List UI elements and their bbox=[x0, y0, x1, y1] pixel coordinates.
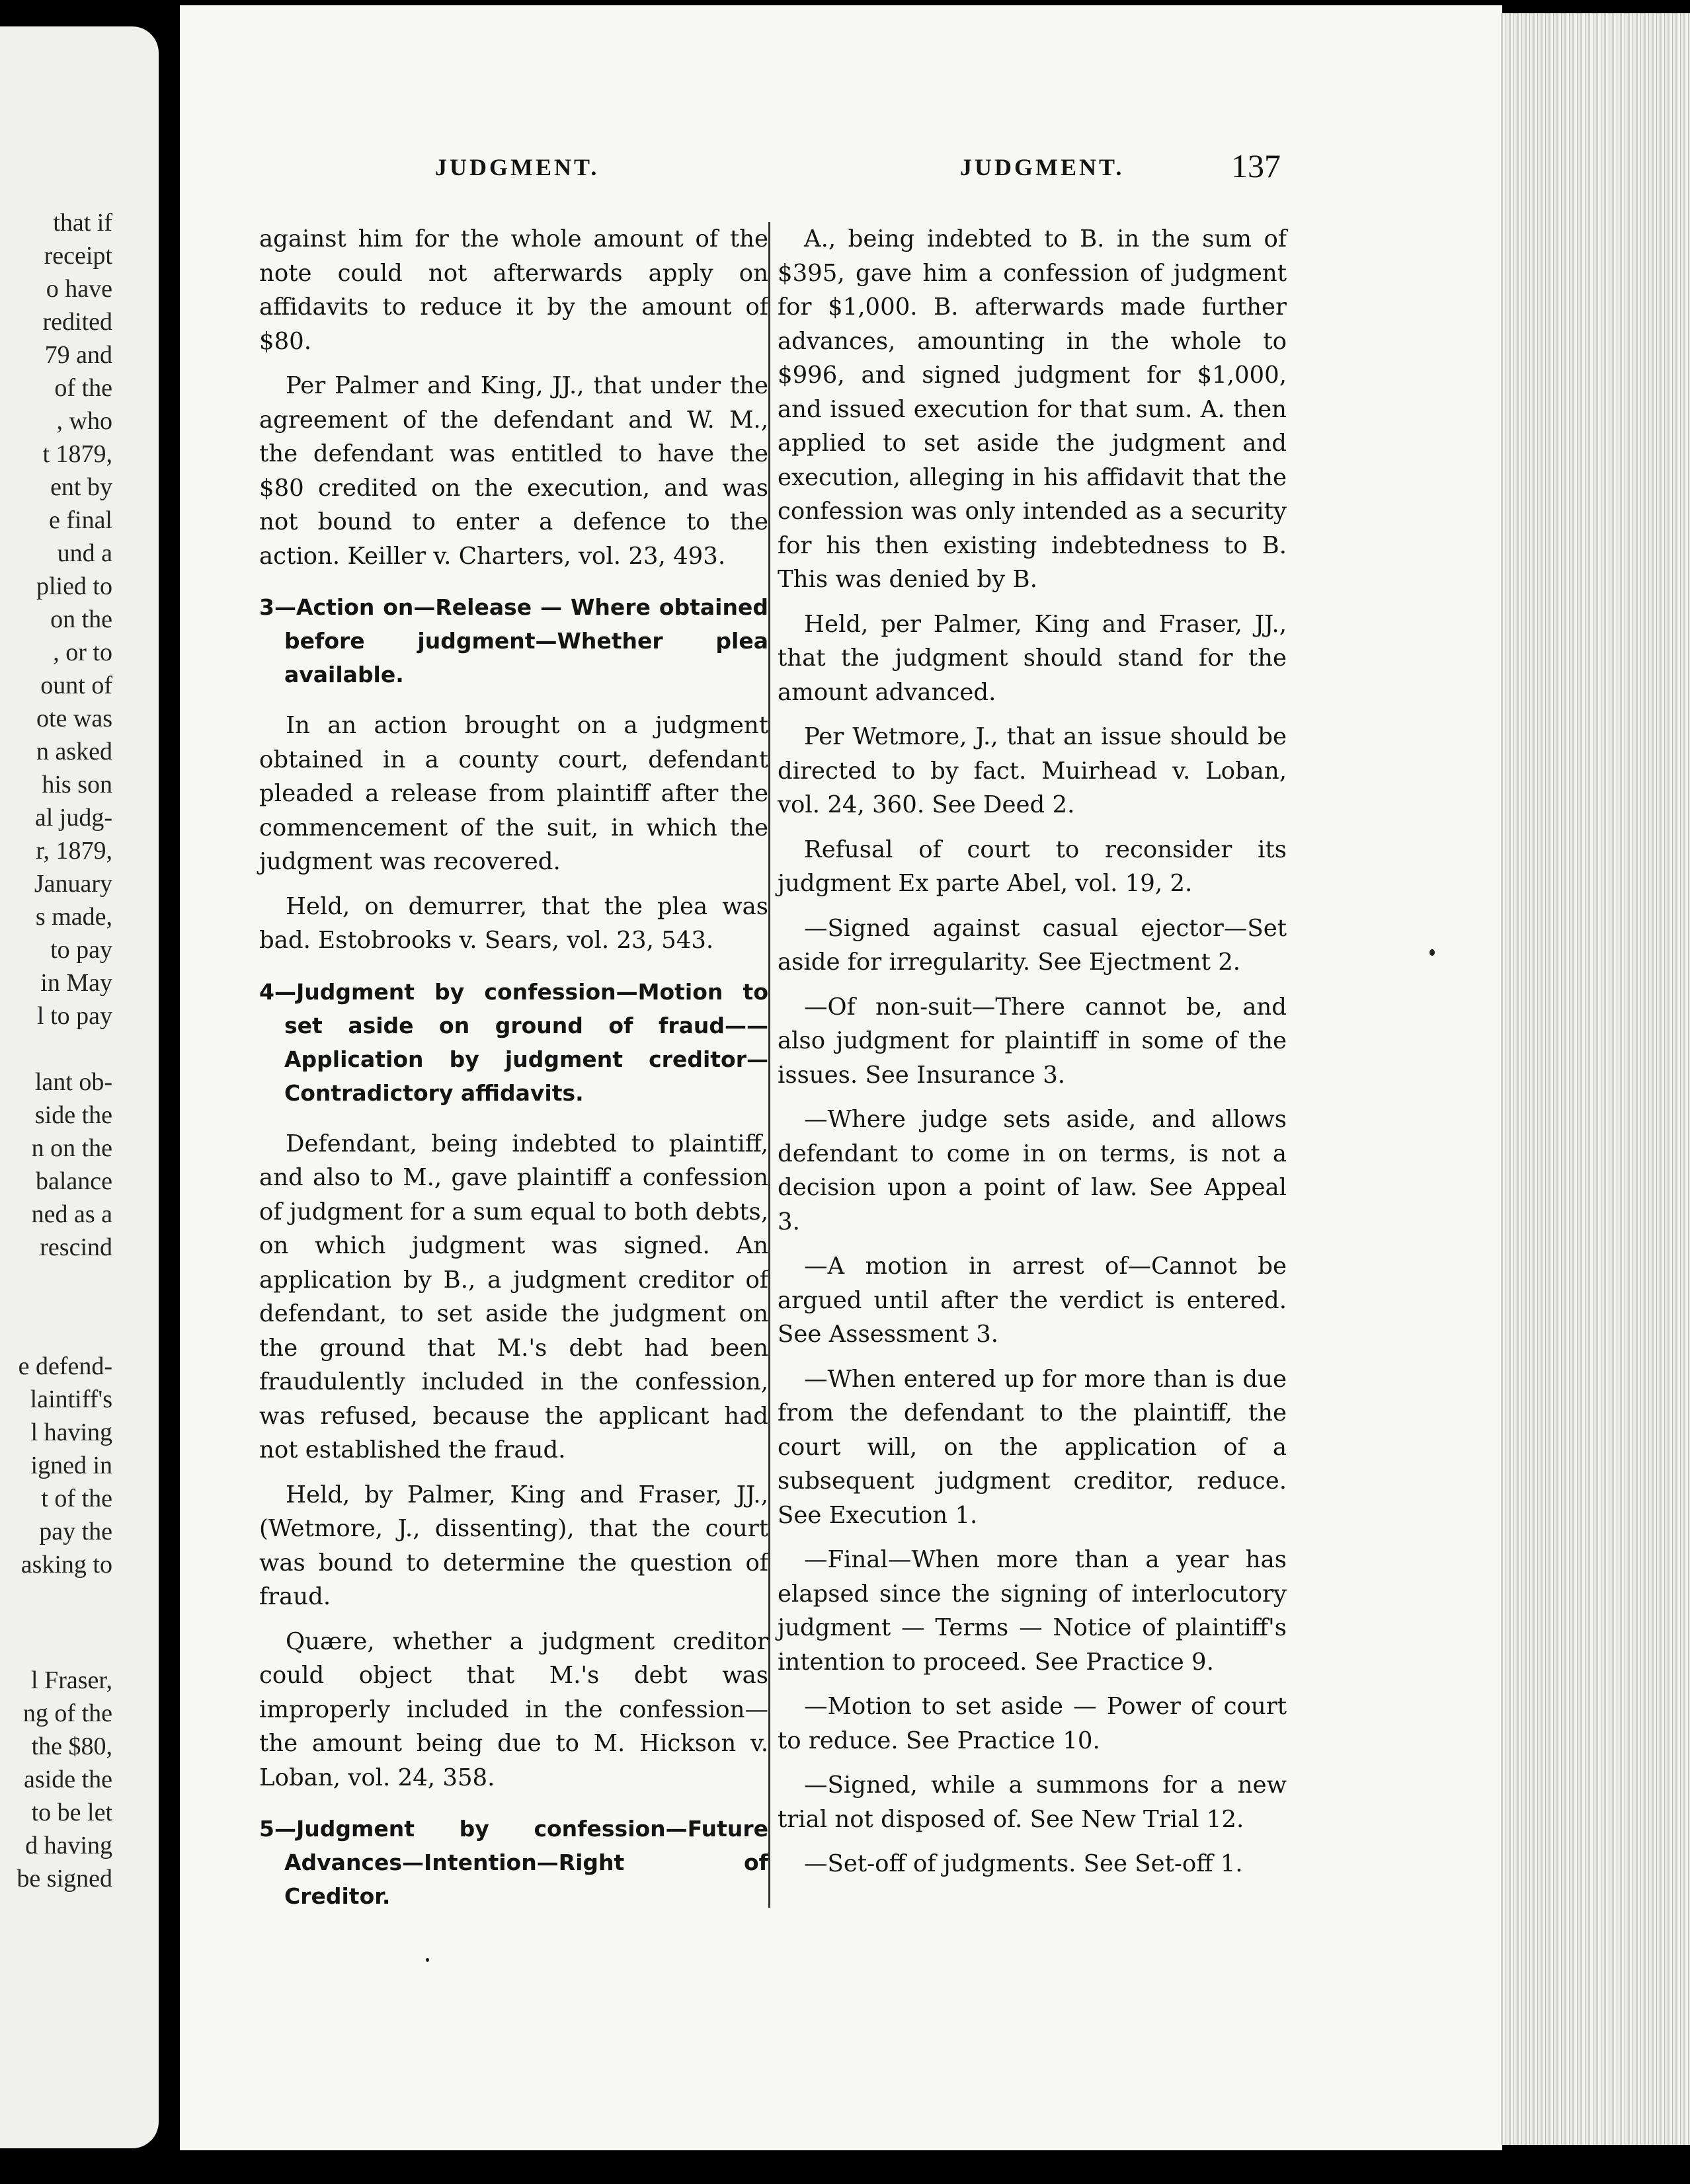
previous-page-edge bbox=[0, 26, 159, 2148]
previous-page-line: al judg- bbox=[34, 804, 112, 832]
previous-page-line: side the bbox=[34, 1101, 112, 1129]
previous-page-line: laintiff's bbox=[30, 1385, 112, 1413]
previous-page-line: n asked bbox=[36, 738, 112, 765]
previous-page-line: l having bbox=[30, 1419, 112, 1446]
previous-page-line: e final bbox=[48, 506, 112, 534]
speck-mark bbox=[426, 1958, 429, 1962]
previous-page-line: that if bbox=[53, 209, 112, 237]
paragraph: Refusal of court to reconsider its judgment Ex parte Abel, vol. 19, 2. bbox=[778, 836, 1287, 897]
previous-page-line: igned in bbox=[30, 1452, 112, 1479]
right-column bbox=[778, 222, 1287, 1892]
paragraph: Per Wetmore, J., that an issue should be directed to by fact. Muirhead v. Loban, vol. 24, 360. See Deed 2. bbox=[778, 723, 1287, 818]
paragraph: —Where judge sets aside, and allows defendant to come in on terms, is not a decision upon a point of law. See Appeal 3. bbox=[778, 1106, 1287, 1235]
speck-mark bbox=[1429, 949, 1435, 956]
previous-page-line: asking to bbox=[20, 1551, 112, 1579]
paragraph: Held, by Palmer, King and Fraser, JJ., (Wetmore, J., dissenting), that the court was bound to determine the question of fraud. bbox=[259, 1481, 768, 1610]
paragraph: —Of non-suit—There cannot be, and also judgment for plaintiff in some of the issues. See Insurance 3. bbox=[778, 993, 1287, 1089]
previous-page-line: pay the bbox=[39, 1518, 112, 1545]
previous-page-line: s made, bbox=[35, 903, 112, 931]
previous-page-line: d having bbox=[25, 1832, 112, 1859]
paragraph: A., being indebted to B. in the sum of $395, gave him a confession of judgment for $1,000. B. afterwards made further advances, amounting in the whole to $996, and signed judgment for $1,000, and issued execution for that sum. A. then applied to set aside the judgment and execution, alleging in his affidavit that the confession was only intended as a security for his then existing indebtedness to B. This was denied by B. bbox=[778, 225, 1287, 593]
previous-page-line: receipt bbox=[44, 242, 112, 270]
column-rule bbox=[768, 222, 770, 1908]
previous-page-line: , or to bbox=[53, 639, 112, 666]
previous-page-line: l Fraser, bbox=[31, 1666, 112, 1694]
previous-page-line: ote was bbox=[36, 705, 112, 732]
left-column bbox=[259, 222, 768, 1930]
previous-page-line: his son bbox=[42, 771, 112, 799]
left-running-head: JUDGMENT. bbox=[435, 154, 600, 180]
previous-page-line: t 1879, bbox=[42, 440, 112, 468]
paragraph: —Set-off of judgments. See Set-off 1. bbox=[804, 1850, 1243, 1877]
previous-page-line: ent by bbox=[50, 473, 112, 501]
right-running-head: JUDGMENT. bbox=[960, 154, 1125, 180]
previous-page-line: balance bbox=[35, 1167, 112, 1195]
previous-page-line: o have bbox=[46, 275, 112, 303]
previous-page-line: 79 and bbox=[44, 341, 112, 369]
previous-page-line: to pay bbox=[50, 936, 112, 964]
paragraph: In an action brought on a judgment obtained in a county court, defendant pleaded a release from plaintiff after the commencement of the suit, in which the judgment was recovered. bbox=[259, 712, 768, 875]
section-heading: 5—Judgment by confession—Future Advances—Intention—Right of Creditor. bbox=[259, 1816, 768, 1909]
previous-page-line: und a bbox=[57, 539, 112, 567]
previous-page-line: aside the bbox=[23, 1766, 112, 1793]
page-number: 137 bbox=[1231, 147, 1281, 184]
previous-page-line: in May bbox=[40, 969, 112, 997]
paragraph: —Signed, while a summons for a new trial not disposed of. See New Trial 12. bbox=[778, 1772, 1287, 1833]
section-heading: 4—Judgment by confession—Motion to set aside on ground of fraud——Application by judgment creditor—Contradictory affidavits. bbox=[259, 978, 768, 1106]
section-heading: 3—Action on—Release — Where obtained before judgment—Whether plea available. bbox=[259, 594, 768, 687]
previous-page-line: r, 1879, bbox=[36, 837, 112, 865]
page-stack-edges bbox=[1501, 13, 1690, 2145]
paragraph: —When entered up for more than is due from the defendant to the plaintiff, the court will, on the application of a subsequent judgment creditor, reduce. See Execution 1. bbox=[778, 1365, 1287, 1529]
paragraph: against him for the whole amount of the note could not afterwards apply on affidavits to reduce it by the amount of $80. bbox=[259, 225, 768, 355]
previous-page-line: the $80, bbox=[31, 1733, 112, 1760]
previous-page-line: plied to bbox=[36, 572, 112, 600]
previous-page-line: January bbox=[34, 870, 112, 898]
previous-page-line: rescind bbox=[40, 1233, 112, 1261]
paragraph: Per Palmer and King, JJ., that under the agreement of the defendant and W. M., the defendant was entitled to have the $80 credited on the execution, and was not bound to enter a defence to the action. Keiller v. Charters, vol. 23, 493. bbox=[259, 372, 768, 570]
previous-page-line: on the bbox=[50, 605, 112, 633]
previous-page-line: lant ob- bbox=[34, 1068, 112, 1096]
previous-page-line: to be let bbox=[31, 1799, 112, 1826]
paragraph: Quære, whether a judgment creditor could object that M.'s debt was improperly included in the confession—the amount being due to M. Hickson v. Loban, vol. 24, 358. bbox=[259, 1627, 768, 1791]
previous-page-line: of the bbox=[54, 374, 112, 402]
paragraph: —Signed against casual ejector—Set aside for irregularity. See Ejectment 2. bbox=[778, 914, 1287, 976]
previous-page-line: ount of bbox=[40, 672, 112, 699]
paragraph: —Motion to set aside — Power of court to reduce. See Practice 10. bbox=[778, 1693, 1287, 1754]
previous-page-line: t of the bbox=[41, 1485, 112, 1512]
previous-page-line: e defend- bbox=[18, 1352, 112, 1380]
paragraph: Defendant, being indebted to plaintiff, and also to M., gave plaintiff a confession of judgment for a sum equal to both debts, on which judgment was signed. An application by B., a judgment creditor of defendant, to set aside the judgment on the ground that M.'s debt had been fraudulently included in the confession, was refused, because the applicant had not established the fraud. bbox=[259, 1130, 768, 1463]
paragraph: —Final—When more than a year has elapsed since the signing of interlocutory judgment — Terms — Notice of plaintiff's intention to proceed. See Practice 9. bbox=[778, 1546, 1287, 1676]
previous-page-line: ng of the bbox=[22, 1699, 112, 1727]
previous-page-line: l to pay bbox=[37, 1002, 112, 1030]
paragraph: Held, on demurrer, that the plea was bad. Estobrooks v. Sears, vol. 23, 543. bbox=[259, 892, 768, 954]
paragraph: Held, per Palmer, King and Fraser, JJ., that the judgment should stand for the amount advanced. bbox=[778, 610, 1287, 706]
paragraph: —A motion in arrest of—Cannot be argued until after the verdict is entered. See Assessment 3. bbox=[778, 1253, 1287, 1348]
previous-page-line: n on the bbox=[31, 1134, 112, 1162]
previous-page-line: be signed bbox=[17, 1865, 112, 1892]
previous-page-line: ned as a bbox=[31, 1200, 112, 1228]
previous-page-line: , who bbox=[56, 407, 112, 435]
previous-page-line: redited bbox=[42, 308, 112, 336]
